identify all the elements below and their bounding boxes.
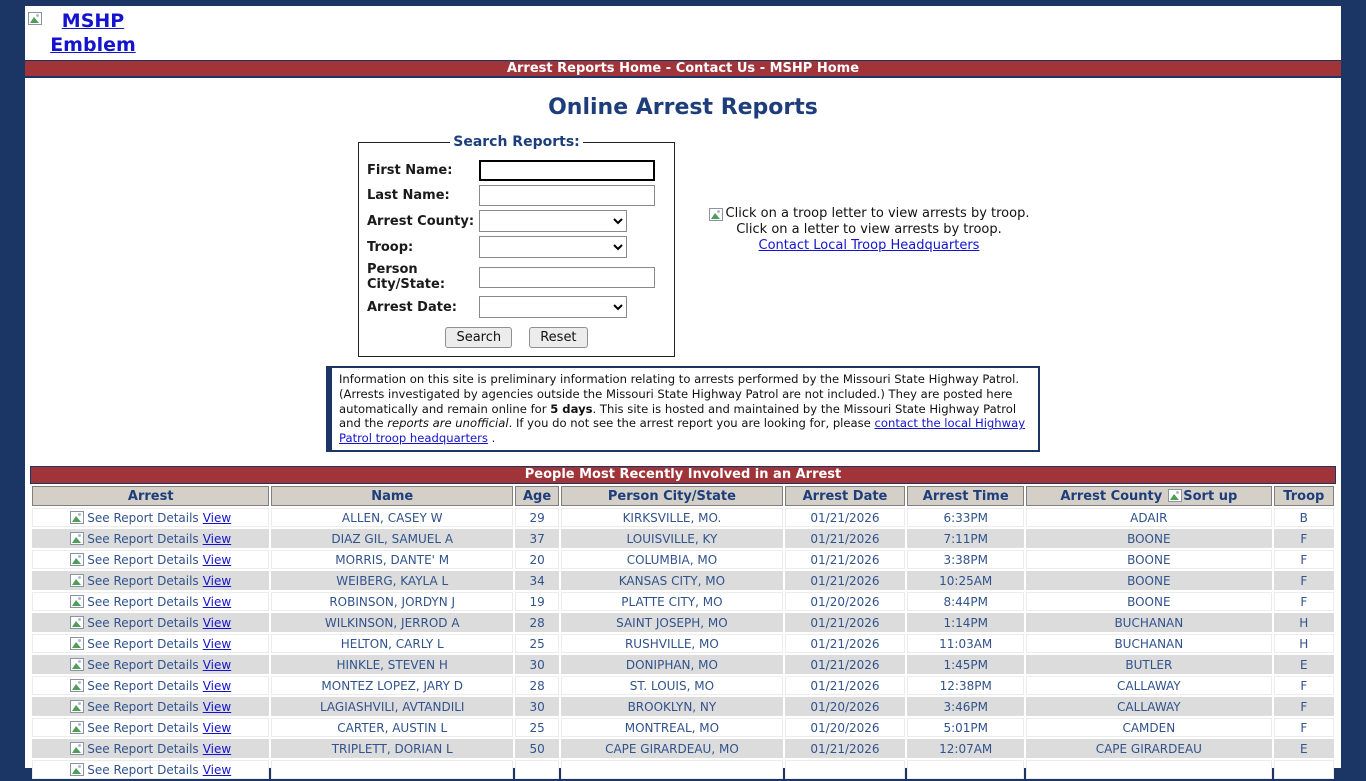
person-city-state-cell: KIRKSVILLE, MO. [561,508,782,527]
arrest-date-cell: 01/20/2026 [785,697,906,716]
see-report-details-icon [70,637,84,650]
see-report-details-icon [70,658,84,671]
broken-image-icon [28,12,42,25]
view-report-link[interactable]: View [202,552,232,567]
table-row [32,760,1334,779]
search-section [25,132,1341,344]
see-report-alt-text: See Report Details [87,678,199,693]
arrest-cell [32,529,269,548]
troop-cell: E [1274,655,1334,674]
header [25,6,1341,60]
arrest-time-cell: 1:45PM [907,655,1024,674]
arrest-cell [32,718,269,737]
view-report-link[interactable]: View [202,657,232,672]
nav-contact-us-link[interactable]: Contact Us [675,61,756,76]
view-report-link[interactable]: View [202,741,232,756]
arrest-cell [32,550,269,569]
last-name-input[interactable] [479,185,655,206]
age-cell: 30 [515,697,559,716]
arrest-date-cell: 01/21/2026 [785,739,906,758]
arrest-county-cell: ADAIR [1026,508,1272,527]
notice-bold-5-days: 5 days [550,401,593,416]
person-city-state-cell: CAPE GIRARDEAU, MO [561,739,782,758]
name-cell: WEIBERG, KAYLA L [271,571,513,590]
arrest-date-cell: 01/21/2026 [785,655,906,674]
arrest-county-cell: BOONE [1026,550,1272,569]
name-cell: HELTON, CARLY L [271,634,513,653]
arrest-date-cell: 01/21/2026 [785,676,906,695]
table-header-row [32,486,1334,506]
arrest-time-cell: 10:25AM [907,571,1024,590]
age-cell: 25 [515,634,559,653]
view-report-link[interactable]: View [202,720,232,735]
name-cell: TRIPLETT, DORIAN L [271,739,513,758]
person-city-state-cell: PLATTE CITY, MO [561,592,782,611]
arrest-county-row [367,210,666,232]
arrest-county-cell: BOONE [1026,571,1272,590]
name-cell: LAGIASHVILI, AVTANDILI [271,697,513,716]
age-cell [515,760,559,779]
troop-cell: F [1274,529,1334,548]
arrest-county-label: Arrest County: [367,213,475,229]
person-city-state-cell: KANSAS CITY, MO [561,571,782,590]
arrest-county-cell [1026,760,1272,779]
view-report-link[interactable]: View [202,510,232,525]
table-row [32,529,1334,548]
name-cell: WILKINSON, JERROD A [271,613,513,632]
see-report-details-icon [70,616,84,629]
arrest-time-cell: 12:07AM [907,739,1024,758]
troop-cell: F [1274,676,1334,695]
column-header-name: Name [271,486,513,506]
arrest-time-cell: 7:11PM [907,529,1024,548]
view-report-link[interactable]: View [202,531,232,546]
arrest-time-cell: 5:01PM [907,718,1024,737]
arrest-county-cell: BUCHANAN [1026,613,1272,632]
arrest-time-cell: 6:33PM [907,508,1024,527]
table-row [32,676,1334,695]
see-report-details-icon [70,595,84,608]
arrest-date-cell: 01/20/2026 [785,718,906,737]
see-report-alt-text: See Report Details [87,657,199,672]
person-city-state-cell [561,760,782,779]
name-cell: MORRIS, DANTE' M [271,550,513,569]
arrest-cell [32,634,269,653]
last-name-row [367,185,666,206]
age-cell: 34 [515,571,559,590]
broken-image-icon [709,208,723,221]
arrest-table-body [32,508,1334,779]
table-row [32,550,1334,569]
arrest-time-cell: 12:38PM [907,676,1024,695]
arrest-date-select[interactable] [479,296,627,318]
site-notice [326,366,1040,452]
form-buttons [367,326,666,348]
arrest-date-cell: 01/21/2026 [785,613,906,632]
search-reports-fieldset [358,134,675,357]
column-header-person-city-state: Person City/State [561,486,782,506]
arrest-county-cell: CALLAWAY [1026,697,1272,716]
age-cell: 28 [515,676,559,695]
see-report-details-icon [70,532,84,545]
see-report-details-icon [70,742,84,755]
see-report-details-icon [70,700,84,713]
view-report-link[interactable]: View [202,699,232,714]
see-report-details-icon [70,511,84,524]
notice-italic-unofficial: reports are unofficial [387,416,509,431]
troop-label: Troop: [367,239,414,255]
table-row [32,697,1334,716]
arrest-cell [32,592,269,611]
arrest-date-cell: 01/21/2026 [785,634,906,653]
notice-text: . If you do not see the arrest report you are looking for, please [508,416,875,431]
age-cell: 19 [515,592,559,611]
troop-map-alt-text: Click on a troop letter to view arrests by troop. [725,206,1030,221]
arrest-cell [32,760,269,779]
troop-cell: E [1274,739,1334,758]
person-city-state-cell: COLUMBIA, MO [561,550,782,569]
see-report-alt-text: See Report Details [87,594,199,609]
view-report-link[interactable]: View [202,573,232,588]
table-row [32,508,1334,527]
see-report-alt-text: See Report Details [87,699,199,714]
troop-select[interactable] [479,236,627,258]
name-cell: ALLEN, CASEY W [271,508,513,527]
see-report-details-icon [70,574,84,587]
column-header-arrest-county: Arrest Time [907,486,1024,506]
see-report-alt-text: See Report Details [87,636,199,651]
nav-separator: - [661,61,676,76]
age-cell: 50 [515,739,559,758]
see-report-details-icon [70,721,84,734]
see-report-alt-text: See Report Details [87,615,199,630]
nav-arrest-reports-home-link[interactable]: Arrest Reports Home [506,61,662,76]
view-report-link[interactable]: View [202,594,232,609]
search-button[interactable]: Search [445,327,512,348]
arrest-county-cell: BOONE [1026,592,1272,611]
sort-up-icon [1168,489,1182,502]
column-header-age: Age [515,486,559,506]
table-row [32,655,1334,674]
arrest-time-cell: 3:38PM [907,550,1024,569]
name-cell: ROBINSON, JORDYN J [271,592,513,611]
column-header-arrest-county-sort[interactable] [1026,486,1272,506]
table-row [32,739,1334,758]
see-report-alt-text: See Report Details [87,720,199,735]
view-report-link[interactable]: View [202,678,232,693]
person-city-state-row [367,262,666,292]
arrest-cell [32,697,269,716]
arrest-cell [32,571,269,590]
troop-cell: F [1274,571,1334,590]
table-row [32,613,1334,632]
nav-separator: - [755,61,770,76]
arrest-date-cell: 01/21/2026 [785,508,906,527]
arrest-county-cell: BUTLER [1026,655,1272,674]
troop-caption: Click on a letter to view arrests by troop. [736,222,1002,237]
see-report-details-icon [70,763,84,776]
page-title: Online Arrest Reports [548,95,818,120]
arrests-table [30,484,1336,781]
arrest-time-cell: 1:14PM [907,613,1024,632]
arrest-county-header-label: Arrest County [1060,488,1163,504]
first-name-input[interactable] [479,160,655,181]
age-cell: 28 [515,613,559,632]
age-cell: 37 [515,529,559,548]
name-cell: HINKLE, STEVEN H [271,655,513,674]
arrest-date-cell: 01/21/2026 [785,550,906,569]
top-nav-bar [25,60,1341,78]
name-cell: DIAZ GIL, SAMUEL A [271,529,513,548]
arrest-time-cell: 8:44PM [907,592,1024,611]
name-cell: MONTEZ LOPEZ, JARY D [271,676,513,695]
age-cell: 30 [515,655,559,674]
person-city-state-cell: DONIPHAN, MO [561,655,782,674]
arrest-county-cell: CAPE GIRARDEAU [1026,739,1272,758]
arrest-cell [32,739,269,758]
person-city-state-cell: SAINT JOSEPH, MO [561,613,782,632]
page-content [25,6,1341,777]
reset-button[interactable]: Reset [529,327,587,348]
mshp-emblem-link[interactable]: MSHP Emblem [50,10,136,56]
search-reports-legend: Search Reports: [453,134,580,150]
age-cell: 25 [515,718,559,737]
arrest-cell [32,613,269,632]
troop-map-alt-line [693,206,1045,222]
troop-cell: H [1274,634,1334,653]
table-row [32,718,1334,737]
first-name-row [367,160,666,181]
arrest-cell [32,655,269,674]
table-row [32,571,1334,590]
arrest-date-cell: 01/21/2026 [785,529,906,548]
troop-cell: F [1274,592,1334,611]
name-cell [271,760,513,779]
name-cell: CARTER, AUSTIN L [271,718,513,737]
arrest-date-cell [785,760,906,779]
age-cell: 20 [515,550,559,569]
arrest-date-row [367,296,666,318]
table-row [32,634,1334,653]
view-report-link[interactable]: View [202,615,232,630]
person-city-state-label: Person City/State: [367,262,446,292]
arrest-county-cell: BOONE [1026,529,1272,548]
sort-up-label: Sort up [1183,488,1238,504]
see-report-alt-text: See Report Details [87,741,199,756]
troop-cell: B [1274,508,1334,527]
first-name-label: First Name: [367,163,453,178]
troop-cell: F [1274,697,1334,716]
troop-cell: F [1274,718,1334,737]
column-header-troop: Troop [1274,486,1334,506]
person-city-state-cell: BROOKLYN, NY [561,697,782,716]
see-report-alt-text: See Report Details [87,531,199,546]
arrest-date-label: Arrest Date: [367,299,457,315]
troop-row [367,236,666,258]
person-city-state-cell: RUSHVILLE, MO [561,634,782,653]
arrest-county-cell: CAMDEN [1026,718,1272,737]
contact-troop-headquarters-link[interactable]: contact the local Highway Patrol troop headquarters [339,416,1026,446]
arrest-date-cell: 01/20/2026 [785,592,906,611]
arrests-table-section [30,466,1336,781]
see-report-alt-text: See Report Details [87,762,199,777]
view-report-link[interactable]: View [202,636,232,651]
see-report-alt-text: See Report Details [87,573,199,588]
see-report-details-icon [70,553,84,566]
see-report-details-icon [70,679,84,692]
view-report-link[interactable]: View [202,762,232,777]
person-city-state-cell: ST. LOUIS, MO [561,676,782,695]
see-report-alt-text: See Report Details [87,552,199,567]
arrest-county-cell: BUCHANAN [1026,634,1272,653]
troop-cell [1274,760,1334,779]
arrest-time-cell [907,760,1024,779]
arrest-time-cell: 3:46PM [907,697,1024,716]
person-city-state-cell: MONTREAL, MO [561,718,782,737]
troop-panel [693,206,1045,254]
arrest-cell [32,508,269,527]
notice-text: Information on this site is preliminary information relating to arrests performed by the Missouri State Highway Patrol. (Arrests investigated by agencies outside the Missouri State Highway Patrol are not included.) They are posted here automatically and remain online for [339,372,1020,416]
person-city-state-input[interactable] [479,267,655,288]
arrest-date-cell: 01/21/2026 [785,571,906,590]
nav-mshp-home-link[interactable]: MSHP Home [769,61,860,76]
troop-cell: F [1274,550,1334,569]
contact-local-troop-headquarters-link[interactable]: Contact Local Troop Headquarters [758,238,980,253]
person-city-state-cell: LOUISVILLE, KY [561,529,782,548]
column-header-arrest-date: Arrest Date [785,486,906,506]
arrest-cell [32,676,269,695]
table-row [32,592,1334,611]
notice-text: . This site is hosted and maintained by the Missouri State Highway Patrol and the [339,401,1017,431]
last-name-label: Last Name: [367,188,450,203]
age-cell: 29 [515,508,559,527]
column-header-arrest: Arrest [32,486,269,506]
see-report-alt-text: See Report Details [87,510,199,525]
troop-cell: H [1274,613,1334,632]
arrest-time-cell: 11:03AM [907,634,1024,653]
arrest-county-select[interactable] [479,210,627,232]
arrest-county-cell: CALLAWAY [1026,676,1272,695]
notice-text: . [487,431,496,446]
table-caption: People Most Recently Involved in an Arrest [30,466,1336,484]
